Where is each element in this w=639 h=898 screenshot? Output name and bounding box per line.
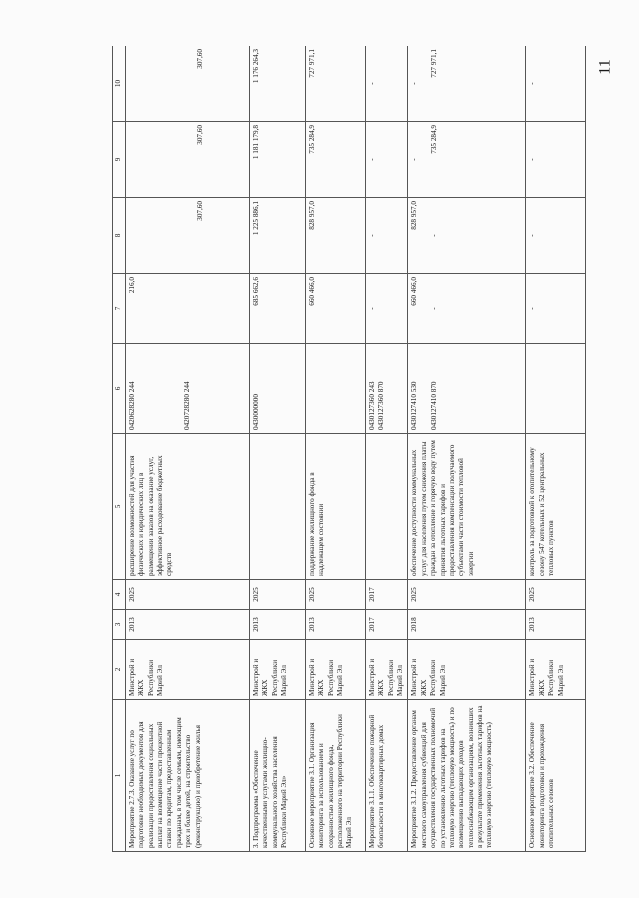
budget-code-line: 0430127360 870 [377, 381, 386, 430]
budget-code [126, 344, 250, 434]
value-col9: 307,60 [126, 122, 250, 198]
table-wrapper [112, 46, 612, 852]
table-row [126, 46, 250, 852]
value-col10: - [366, 46, 408, 122]
executor: Минстрой и ЖКХ Республики Марий Эл [250, 640, 306, 700]
budget-code [408, 344, 526, 434]
col-header-8: 8 [113, 198, 126, 274]
value-col10: - 727 971,1 [408, 46, 526, 122]
budget-code-line: 0430127360 243 [368, 381, 376, 430]
col-header-9: 9 [113, 122, 126, 198]
col-header-5: 5 [113, 434, 126, 580]
col-header-4: 4 [113, 580, 126, 610]
value-2013: 660 466,0 [306, 274, 366, 344]
col-header-1: 1 [113, 700, 126, 852]
activity-name: Основное мероприятие 3.2. Обеспечение мониторинга подготовки и прохождения отопительных сезонов [526, 700, 586, 852]
start-year: 2013 [306, 610, 366, 640]
table-row [366, 46, 408, 852]
budget-code [366, 344, 408, 434]
value-2013: 660 466,0 - [408, 274, 526, 344]
page-number: 11 [596, 59, 614, 75]
value-2013: 685 662,6 [250, 274, 306, 344]
start-year: 2018 [408, 610, 526, 640]
value-col10: 727 971,1 [306, 46, 366, 122]
start-year: 2013 [526, 610, 586, 640]
table-row [408, 46, 526, 852]
start-year: 2013 [126, 610, 250, 640]
start-year: 2017 [366, 610, 408, 640]
end-year: 2025 [408, 580, 526, 610]
value-col9: - [366, 122, 408, 198]
table-row [306, 46, 366, 852]
program-table [112, 46, 586, 852]
executor: Минстрой и ЖКХ Республики Марий Эл [408, 640, 526, 700]
value-col8: - [366, 198, 408, 274]
budget-code-line: 0430127410 870 [429, 381, 438, 430]
expected-result: обеспечение доступности коммунальных услуг для населения путем снижения платы граждан за отопление и горячую воду путем принятия льготных тарифов и предоставления компенсации получаемого субъектами части стоимости тепловой энергии [408, 434, 526, 580]
value-2013: - [526, 274, 586, 344]
activity-name: 3. Подпрограмма «Обеспечение качественными услугами жилищно-коммунального хозяйства населения Республики Марий Эл» [250, 700, 306, 852]
col-header-7: 7 [113, 274, 126, 344]
end-year: 2025 [250, 580, 306, 610]
activity-name: Мероприятие 2.7.3. Оказание услуг по подготовке необходимых документов для реализации предоставления социальных выплат на возмещение части процентной ставки по кредитам, предоставленным гражданам, в том числе семьям, имеющим трех и более детей, на строительство (реконструкцию) и приобретение жилья [126, 700, 250, 852]
executor: Минстрой и ЖКХ Республики Марий Эл [306, 640, 366, 700]
value-col9: 735 284,9 [306, 122, 366, 198]
expected-result: контроль за подготовкой к отопительному сезону 547 котельных и 52 центральных тепловых пунктов [526, 434, 586, 580]
activity-name: Мероприятие 3.1.1. Обеспечение пожарной безопасности в многоквартирных домах [366, 700, 408, 852]
activity-name: Основное мероприятие 3.1. Организация мониторинга за использованием и сохранностью жилищного фонда, расположенного на территории Республики Марий Эл [306, 700, 366, 852]
end-year: 2017 [366, 580, 408, 610]
col-header-2: 2 [113, 640, 126, 700]
budget-code-line: 0420728280 244 [183, 381, 192, 430]
end-year: 2025 [126, 580, 250, 610]
executor: Минстрой и ЖКХ Республики Марий Эл [366, 640, 408, 700]
expected-result [366, 434, 408, 580]
executor: Минстрой и ЖКХ Республики Марий Эл [126, 640, 250, 700]
value-col10: 1 176 264,3 [250, 46, 306, 122]
activity-name: Мероприятие 3.1.2. Предоставление органам местного самоуправления субвенций для осуществления государственных полномочий по установлению льготных тарифов на тепловую энергию (тепловую мощность) и по возмещению выпадающих доходов теплоснабжающим организациям, возникших в результате применения льготных тарифов на тепловую энергию (тепловую мощность) [408, 700, 526, 852]
value-col8: 828 957,0 [306, 198, 366, 274]
value-col8: 1 225 886,1 [250, 198, 306, 274]
col-header-6: 6 [113, 344, 126, 434]
value-col8: 828 957,0 - [408, 198, 526, 274]
end-year: 2025 [306, 580, 366, 610]
budget-code: 0430000000 [250, 344, 306, 434]
expected-result: поддержание жилищного фонда в надлежащем состоянии [306, 434, 366, 580]
value-col9: 1 181 179,8 [250, 122, 306, 198]
start-year: 2013 [250, 610, 306, 640]
expected-result [250, 434, 306, 580]
value-2013: 216,0 [126, 274, 250, 344]
col-header-3: 3 [113, 610, 126, 640]
value-col8: 307,60 [126, 198, 250, 274]
value-col9: - 735 284,9 [408, 122, 526, 198]
col-header-10: 10 [113, 46, 126, 122]
budget-code-line: 0430127410 530 [410, 381, 419, 430]
value-2013: - [366, 274, 408, 344]
end-year: 2025 [526, 580, 586, 610]
budget-code [306, 344, 366, 434]
value-col8: - [526, 198, 586, 274]
budget-code-line: 0420628280 244 [128, 381, 136, 430]
expected-result: расширение возможностей для участия физических и юридических лиц в размещении заказов на оказание услуг, эффективное расходование бюджетных средств [126, 434, 250, 580]
column-number-header [113, 46, 126, 852]
executor: Минстрой и ЖКХ Республики Марий Эл [526, 640, 586, 700]
budget-code [526, 344, 586, 434]
value-col10: - [526, 46, 586, 122]
rotated-table-container [112, 46, 612, 852]
table-row [250, 46, 306, 852]
value-col9: - [526, 122, 586, 198]
table-row [526, 46, 586, 852]
value-col10: 307,60 [126, 46, 250, 122]
